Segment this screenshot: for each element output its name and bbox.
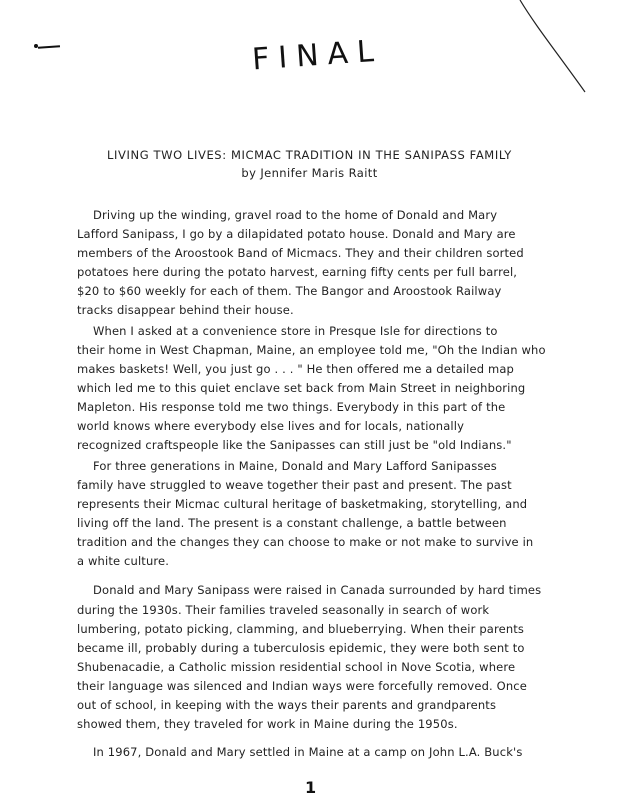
text-line: makes baskets! Well, you just go . . . " He then offered me a detailed map [77,362,514,376]
text-line: world knows where everybody else lives and for locals, nationally [77,419,465,433]
text-line: during the 1930s. Their families traveled seasonally in search of work [77,603,490,617]
text-line: represents their Micmac cultural heritage of basketmaking, storytelling, and [77,497,528,511]
text-line: In 1967, Donald and Mary settled in Maine at a camp on John L.A. Buck's [93,745,523,759]
text-line: their language was silenced and Indian ways were forcefully removed. Once [77,679,528,693]
text-line: out of school, in keeping with the ways their parents and grandparents [77,698,497,712]
text-line: tradition and the changes they can choose to make or not make to survive in [77,535,534,549]
text-line: which led me to this quiet enclave set back from Main Street in neighboring [77,381,526,395]
text-line: lumbering, potato picking, clamming, and blueberrying. When their parents [77,622,525,636]
text-line: recognized craftspeople like the Sanipasses can still just be "old Indians." [77,438,512,452]
text-line: When I asked at a convenience store in Presque Isle for directions to [93,324,498,338]
text-line: Donald and Mary Sanipass were raised in Canada surrounded by hard times [93,583,542,597]
text-line: $20 to $60 weekly for each of them. The Bangor and Aroostook Railway [77,284,502,298]
text-line: Shubenacadie, a Catholic mission residential school in Nove Scotia, where [77,660,516,674]
text-line: potatoes here during the potato harvest, earning fifty cents per full barrel, [77,265,518,279]
text-line: a white culture. [77,554,170,568]
text-line: Lafford Sanipass, I go by a dilapidated potato house. Donald and Mary are [77,227,516,241]
text-line: their home in West Chapman, Maine, an employee told me, "Oh the Indian who [77,343,546,357]
document-title: LIVING TWO LIVES: MICMAC TRADITION IN THE SANIPASS FAMILY [107,148,512,162]
text-line: family have struggled to weave together their past and present. The past [77,478,512,492]
text-line: showed them, they traveled for work in Maine during the 1950s. [77,717,458,731]
text-line: For three generations in Maine, Donald and Mary Lafford Sanipasses [93,459,497,473]
text-line: became ill, probably during a tuberculosis epidemic, they were both sent to [77,641,525,655]
text-line: living off the land. The present is a constant challenge, a battle between [77,516,507,530]
handwritten-annotation: FINAL [250,33,384,78]
text-line: tracks disappear behind their house. [77,303,294,317]
text-line: members of the Aroostook Band of Micmacs. They and their children sorted [77,246,524,260]
author-byline: by Jennifer Maris Raitt [241,166,378,180]
text-line: Driving up the winding, gravel road to the home of Donald and Mary [93,208,498,222]
page-number: 1 [305,778,317,797]
text-line: Mapleton. His response told me two things. Everybody in this part of the [77,400,506,414]
